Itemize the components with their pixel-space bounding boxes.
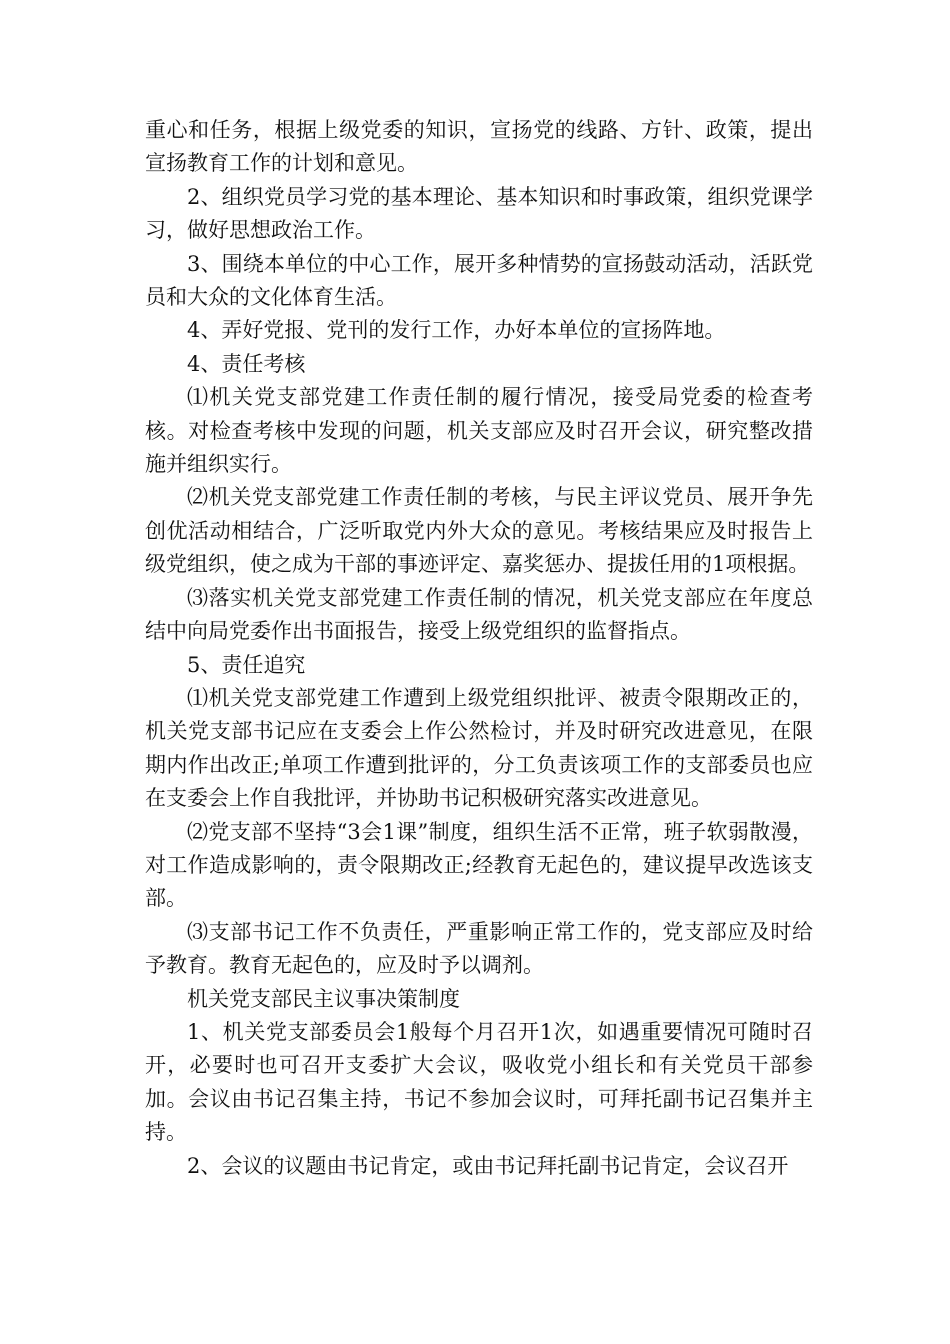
paragraph: ⑵党支部不坚持“3会1课”制度，组织生活不正常，班子软弱散漫，对工作造成影响的，责令限期改正;经教育无起色的，建议提早改选该支部。 xyxy=(145,819,813,911)
section-heading: 5、责任追究 xyxy=(187,652,306,677)
paragraph: ⑴机关党支部党建工作责任制的履行情况，接受局党委的检查考核。对检查考核中发现的问题，机关支部应及时召开会议，研究整改措施并组织实行。 xyxy=(145,385,813,477)
section-heading: 4、责任考核 xyxy=(187,351,306,376)
paragraph: ⑵机关党支部党建工作责任制的考核，与民主评议党员、展开争先创优活动相结合，广泛听取党内外大众的意见。考核结果应及时报告上级党组织，使之成为干部的事迹评定、嘉奖惩办、提拔任用的1项根据。 xyxy=(145,485,813,577)
paragraph: 4、弄好党报、党刊的发行工作，办好本单位的宣扬阵地。 xyxy=(187,318,726,343)
section-heading: 机关党支部民主议事决策制度 xyxy=(187,986,460,1011)
paragraph: 重心和任务，根据上级党委的知识，宣扬党的线路、方针、政策，提出宣扬教育工作的计划和意见。 xyxy=(145,118,813,176)
paragraph: ⑴机关党支部党建工作遭到上级党组织批评、被责令限期改正的，机关党支部书记应在支委会上作公然检讨，并及时研究改进意见，在限期内作出改正;单项工作遭到批评的，分工负责该项工作的支部委员也应在支委会上作自我批评，并协助书记积极研究落实改进意见。 xyxy=(145,685,813,811)
paragraph: 1、机关党支部委员会1般每个月召开1次，如遇重要情况可随时召开，必要时也可召开支委扩大会议，吸收党小组长和有关党员干部参加。会议由书记召集主持，书记不参加会议时，可拜托副书记召集并主持。 xyxy=(145,1019,813,1145)
paragraph: 2、组织党员学习党的基本理论、基本知识和时事政策，组织党课学习，做好思想政治工作。 xyxy=(145,184,813,243)
paragraph: ⑶落实机关党支部党建工作责任制的情况，机关党支部应在年度总结中向局党委作出书面报告，接受上级党组织的监督指点。 xyxy=(145,585,813,644)
document-body xyxy=(145,114,813,1183)
paragraph: 2、会议的议题由书记肯定，或由书记拜托副书记肯定，会议召开 xyxy=(187,1153,789,1178)
paragraph: 3、围绕本单位的中心工作，展开多种情势的宣扬鼓动活动，活跃党员和大众的文化体育生活。 xyxy=(145,251,813,310)
paragraph: ⑶支部书记工作不负责任，严重影响正常工作的，党支部应及时给予教育。教育无起色的，应及时予以调剂。 xyxy=(145,919,813,978)
